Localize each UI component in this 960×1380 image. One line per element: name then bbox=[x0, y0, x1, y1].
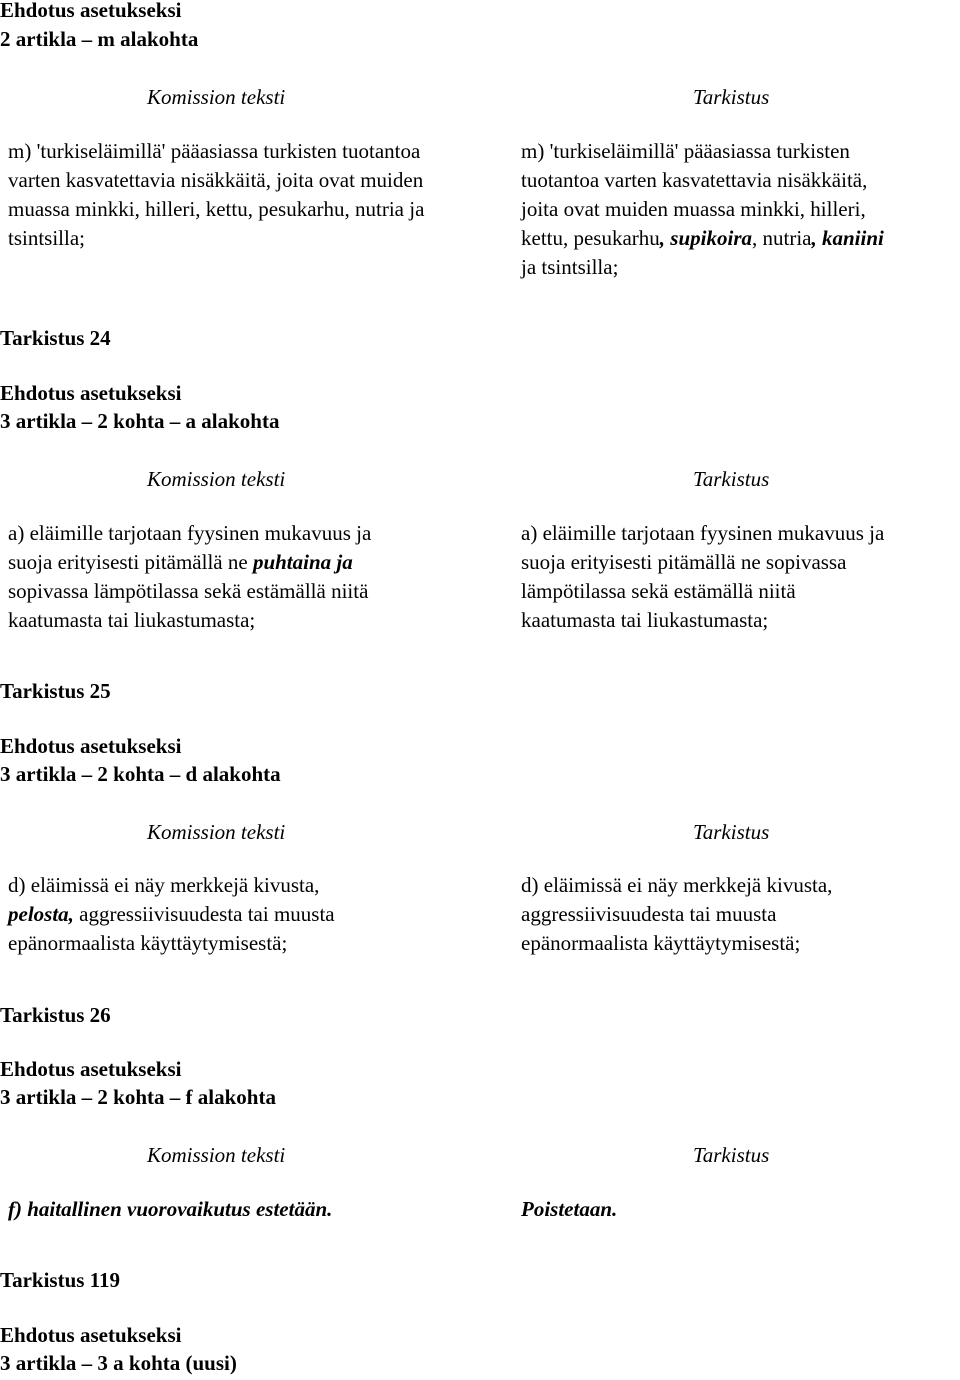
commission-line: d) eläimissä ei näy merkkejä kivusta, bbox=[8, 873, 320, 897]
proposal-heading: Ehdotus asetukseksi bbox=[0, 0, 182, 22]
amendment-line: joita ovat muiden muassa minkki, hilleri, bbox=[521, 197, 866, 221]
deleted-text: puhtaina ja bbox=[252, 550, 353, 574]
commission-text-header: Komission teksti bbox=[147, 467, 286, 491]
commission-text-header: Komission teksti bbox=[147, 1143, 286, 1167]
amendment-text: a) eläimille tarjotaan fyysinen mukavuus ja suoja erityisesti pitämällä ne sopivassa lämpötilassa sekä estämällä niitä kaatumasta tai liukastumasta; bbox=[521, 521, 885, 632]
commission-text bbox=[8, 871, 478, 958]
amendment-number: Tarkistus 119 bbox=[0, 1268, 121, 1292]
commission-line bbox=[8, 548, 478, 577]
amendment-text: Poistetaan. bbox=[521, 1197, 618, 1221]
amendment-number: Tarkistus 26 bbox=[0, 1003, 111, 1027]
amendment-line bbox=[521, 224, 957, 253]
amendment-number: Tarkistus 24 bbox=[0, 326, 111, 350]
commission-line: epänormaalista käyttäytymisestä; bbox=[8, 931, 288, 955]
amendment-line: m) 'turkiseläimillä' pääasiassa turkisten bbox=[521, 139, 850, 163]
amendment-number: Tarkistus 25 bbox=[0, 679, 111, 703]
added-text: , kaniini bbox=[811, 226, 884, 250]
commission-text-header: Komission teksti bbox=[147, 85, 286, 109]
proposal-heading: Ehdotus asetukseksi bbox=[0, 1057, 182, 1081]
commission-line: kaatumasta tai liukastumasta; bbox=[8, 608, 256, 632]
commission-text: f) haitallinen vuorovaikutus estetään. bbox=[8, 1197, 333, 1221]
commission-text: m) 'turkiseläimillä' pääasiassa turkisten tuotantoa varten kasvatettavia nisäkkäitä, joita ovat muiden muassa minkki, hilleri, kettu, pesukarhu, nutria ja tsintsilla; bbox=[8, 139, 425, 250]
amendment-header: Tarkistus bbox=[693, 467, 770, 491]
commission-line bbox=[8, 900, 478, 929]
proposal-heading: Ehdotus asetukseksi bbox=[0, 1323, 182, 1347]
amendment-text: d) eläimissä ei näy merkkejä kivusta, aggressiivisuudesta tai muusta epänormaalista käyttäytymisestä; bbox=[521, 873, 833, 955]
text-span: aggressiivisuudesta tai muusta bbox=[73, 902, 335, 926]
proposal-heading: Ehdotus asetukseksi bbox=[0, 734, 182, 758]
proposal-heading: Ehdotus asetukseksi bbox=[0, 381, 182, 405]
amendment-header: Tarkistus bbox=[693, 820, 770, 844]
commission-text-header: Komission teksti bbox=[147, 820, 286, 844]
text-span: kettu, pesukarhu bbox=[521, 226, 660, 250]
added-text: , supikoira bbox=[659, 226, 752, 250]
amendment-header: Tarkistus bbox=[693, 85, 770, 109]
article-reference: 3 artikla – 2 kohta – a alakohta bbox=[0, 409, 280, 433]
article-reference: 3 artikla – 3 a kohta (uusi) bbox=[0, 1351, 237, 1375]
amendment-text bbox=[521, 137, 957, 282]
text-span: , nutria bbox=[752, 226, 812, 250]
deleted-text: pelosta, bbox=[8, 902, 74, 926]
amendment-line: ja tsintsilla; bbox=[521, 255, 619, 279]
commission-line: sopivassa lämpötilassa sekä estämällä niitä bbox=[8, 579, 369, 603]
article-reference: 3 artikla – 2 kohta – d alakohta bbox=[0, 762, 281, 786]
commission-line: a) eläimille tarjotaan fyysinen mukavuus ja bbox=[8, 521, 372, 545]
commission-text bbox=[8, 519, 478, 635]
text-span: suoja erityisesti pitämällä ne bbox=[8, 550, 253, 574]
amendment-header: Tarkistus bbox=[693, 1143, 770, 1167]
amendment-line: tuotantoa varten kasvatettavia nisäkkäitä, bbox=[521, 168, 868, 192]
article-reference: 3 artikla – 2 kohta – f alakohta bbox=[0, 1085, 276, 1109]
article-reference: 2 artikla – m alakohta bbox=[0, 27, 199, 51]
